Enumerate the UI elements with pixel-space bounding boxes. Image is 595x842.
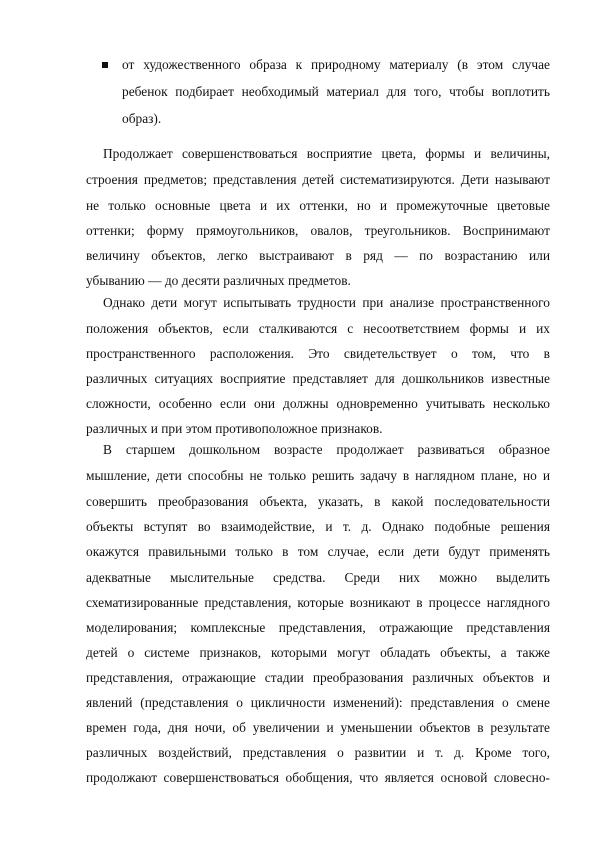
paragraph-line: В старшем дошкольном возрасте продолжает развиваться образное (103, 442, 550, 457)
paragraph-line: не только основные цвета и их оттенки, но и промежуточные цветовые (86, 198, 550, 213)
paragraph-line: оттенки; форму прямоугольников, овалов, треугольников. Воспринимают (86, 223, 550, 238)
paragraph-line: различных воздействий, представления о развитии и т. д. Кроме того, (86, 745, 550, 760)
paragraph-line: убыванию — до десяти различных предметов. (86, 273, 351, 288)
paragraph-line: продолжают совершенствоваться обобщения, что является основой словесно- (86, 770, 550, 785)
paragraph-line: окажутся правильными только в том случае, если дети будут применять (86, 544, 550, 559)
paragraph-line: пространственного расположения. Это свидетельствует о том, что в (86, 346, 550, 361)
paragraph-line: представления, отражающие стадии преобразования различных объектов и (86, 670, 550, 685)
bullet-item-line: ребенок подбирает необходимый материал для того, чтобы воплотить (122, 84, 550, 99)
bullet-square-icon (102, 62, 108, 68)
paragraph-line: строения предметов; представления детей систематизируются. Дети называют (86, 172, 550, 187)
paragraph-line: адекватные мыслительные средства. Среди них можно выделить (86, 570, 550, 585)
bullet-item-line: от художественного образа к природному материалу (в этом случае (122, 57, 550, 72)
paragraph-line: объекты вступят во взаимодействие, и т. д. Однако подобные решения (86, 519, 550, 534)
bullet-item-line: образ). (122, 111, 162, 126)
paragraph-line: положения объектов, если сталкиваются с несоответствием формы и их (86, 321, 550, 336)
paragraph-line: схематизированные представления, которые возникают в процессе наглядного (86, 595, 550, 610)
paragraph-line: времен года, дня ночи, об увеличении и уменьшении объектов в результате (86, 720, 550, 735)
paragraph-line: совершить преобразования объекта, указать, в какой последовательности (86, 494, 550, 509)
paragraph-line: различных и при этом противоположное признаков. (86, 421, 383, 436)
paragraph-line: величину объектов, легко выстраивают в ряд — по возрастанию или (86, 248, 550, 263)
paragraph-line: Продолжает совершенствоваться восприятие цвета, формы и величины, (103, 146, 550, 161)
paragraph-line: явлений (представления о цикличности изменений): представления о смене (86, 695, 550, 710)
paragraph-line: мышление, дети способны не только решить задачу в наглядном плане, но и (86, 468, 550, 483)
paragraph-line: различных ситуациях восприятие представляет для дошкольников известные (86, 371, 550, 386)
paragraph-line: моделирования; комплексные представления, отражающие представления (86, 620, 550, 635)
paragraph-line: детей о системе признаков, которыми могут обладать объекты, а также (86, 645, 550, 660)
paragraph-line: Однако дети могут испытывать трудности при анализе пространственного (103, 295, 550, 310)
paragraph-line: сложности, особенно если они должны одновременно учитывать несколько (86, 396, 550, 411)
